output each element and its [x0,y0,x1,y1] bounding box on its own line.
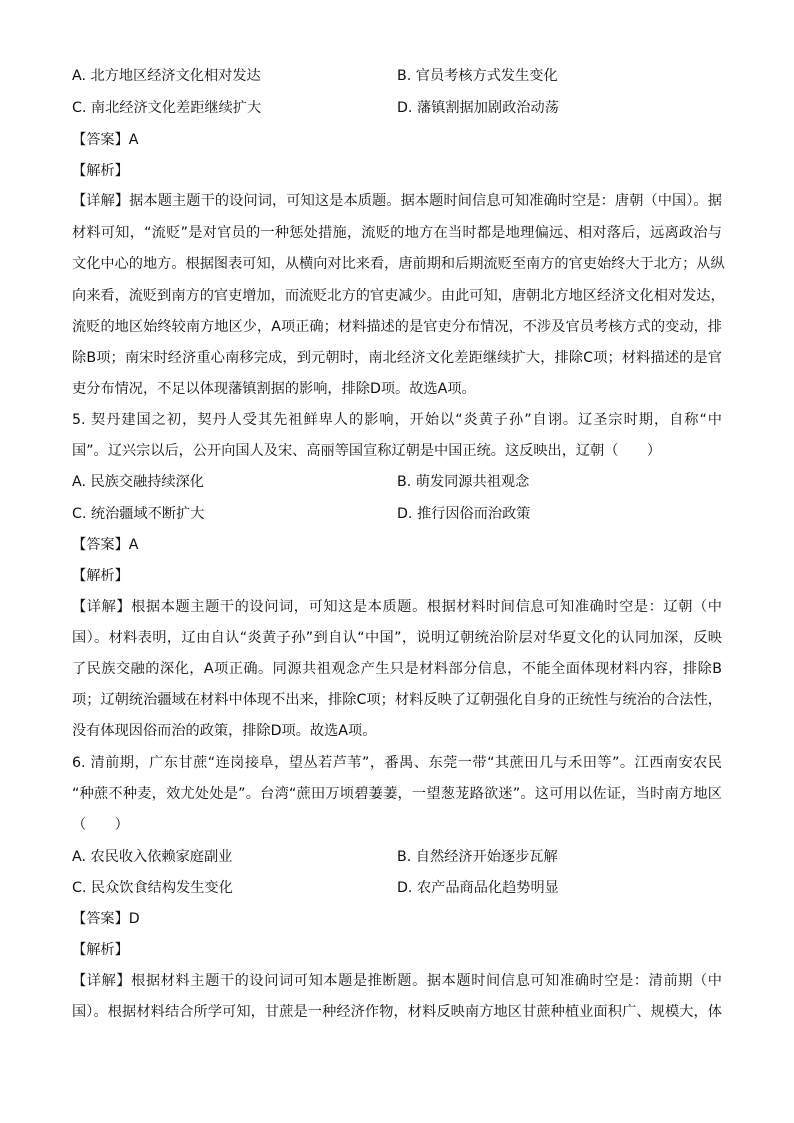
q4-detail-line: 【详解】据本题主题干的设问词，可知这是本质题。据本题时间信息可知准确时空是：唐朝（中国）。据 [72,193,722,209]
q4-analysis-label: 【解析】 [72,163,129,179]
q4-detail-line: 除B项；南宋时经济重心南移完成，到元朝时，南北经济文化差距继续扩大，排除C项；材料描述的是官 [72,350,722,366]
q6-stem-line: （ ） [72,817,129,833]
q4-option-b: B. 官员考核方式发生变化 [397,68,558,84]
q5-analysis-label: 【解析】 [72,568,129,584]
q6-detail-line: 国）。根据材料结合所学可知，甘蔗是一种经济作物，材料反映南方地区甘蔗种植业面积广、规模大，体 [72,1004,722,1020]
q6-analysis-label: 【解析】 [72,942,129,958]
q5-stem-line: 国”。辽兴宗以后，公开向国人及宋、高丽等国宣称辽朝是中国正统。这反映出，辽朝（ ） [72,443,662,459]
q4-detail-line: 文化中心的地方。根据图表可知，从横向对比来看，唐前期和后期流贬至南方的官吏始终大于北方；从纵 [72,256,725,272]
q5-detail-line: 项；辽朝统治疆域在材料中体现不出来，排除C项；材料反映了辽朝强化自身的正统性与统治的合法性， [72,692,722,708]
q6-stem-line: 6. 清前期，广东甘蔗“连岗接阜，望丛若芦苇”，番禺、东莞一带“其蔗田几与禾田等”。江西南安农民 [72,755,722,771]
q5-detail-line: 了民族交融的深化，A项正确。同源共祖观念产生只是材料部分信息，不能全面体现材料内容，排除B [72,661,722,677]
q4-detail-line: 材料可知，“流贬”是对官员的一种惩处措施，流贬的地方在当时都是地理偏远、相对落后，远离政治与 [72,225,722,241]
q4-answer: 【答案】A [72,132,139,148]
q6-option-d: D. 农产品商品化趋势明显 [397,880,559,896]
q4-detail-line: 吏分布情况，不足以体现藩镇割据的影响，排除D项。故选A项。 [72,381,476,397]
q5-stem-line: 5. 契丹建国之初，契丹人受其先祖鲜卑人的影响，开始以“炎黄子孙”自诩。辽圣宗时期，自称“中 [72,412,722,428]
q6-stem-line: “种蔗不种麦，效尤处处是”。台湾“蔗田万顷碧萋萋，一望葱茏路欲迷”。这可用以佐证，当时南方地区 [72,786,722,802]
q4-detail-line: 向来看，流贬到南方的官吏增加，而流贬北方的官吏减少。由此可知，唐朝北方地区经济文化相对发达， [72,288,725,304]
q6-answer: 【答案】D [72,911,140,927]
q6-option-c: C. 民众饮食结构发生变化 [72,880,233,896]
q4-detail-line: 流贬的地区始终较南方地区少，A项正确；材料描述的是官吏分布情况，不涉及官员考核方式的变动，排 [72,319,722,335]
q5-answer: 【答案】A [72,537,139,553]
q4-option-a: A. 北方地区经济文化相对发达 [72,68,261,84]
q6-option-a: A. 农民收入依赖家庭副业 [72,849,233,865]
q4-option-d: D. 藩镇割据加剧政治动荡 [397,100,559,116]
q4-option-c: C. 南北经济文化差距继续扩大 [72,100,262,116]
q5-option-b: B. 萌发同源共祖观念 [397,474,530,490]
q5-option-a: A. 民族交融持续深化 [72,474,204,490]
q5-detail-line: 国）。材料表明，辽由自认“炎黄子孙”到自认“中国”，说明辽朝统治阶层对华夏文化的认同加深，反映 [72,630,722,646]
q6-option-b: B. 自然经济开始逐步瓦解 [397,849,558,865]
q5-detail-line: 没有体现因俗而治的政策，排除D项。故选A项。 [72,723,377,739]
q5-detail-line: 【详解】根据本题主题干的设问词，可知这是本质题。根据材料时间信息可知准确时空是：辽朝（中 [72,599,722,615]
q6-detail-line: 【详解】根据材料主题干的设问词可知本题是推断题。据本题时间信息可知准确时空是：清前期（中 [72,973,722,989]
q5-option-d: D. 推行因俗而治政策 [397,506,531,522]
q5-option-c: C. 统治疆域不断扩大 [72,506,205,522]
